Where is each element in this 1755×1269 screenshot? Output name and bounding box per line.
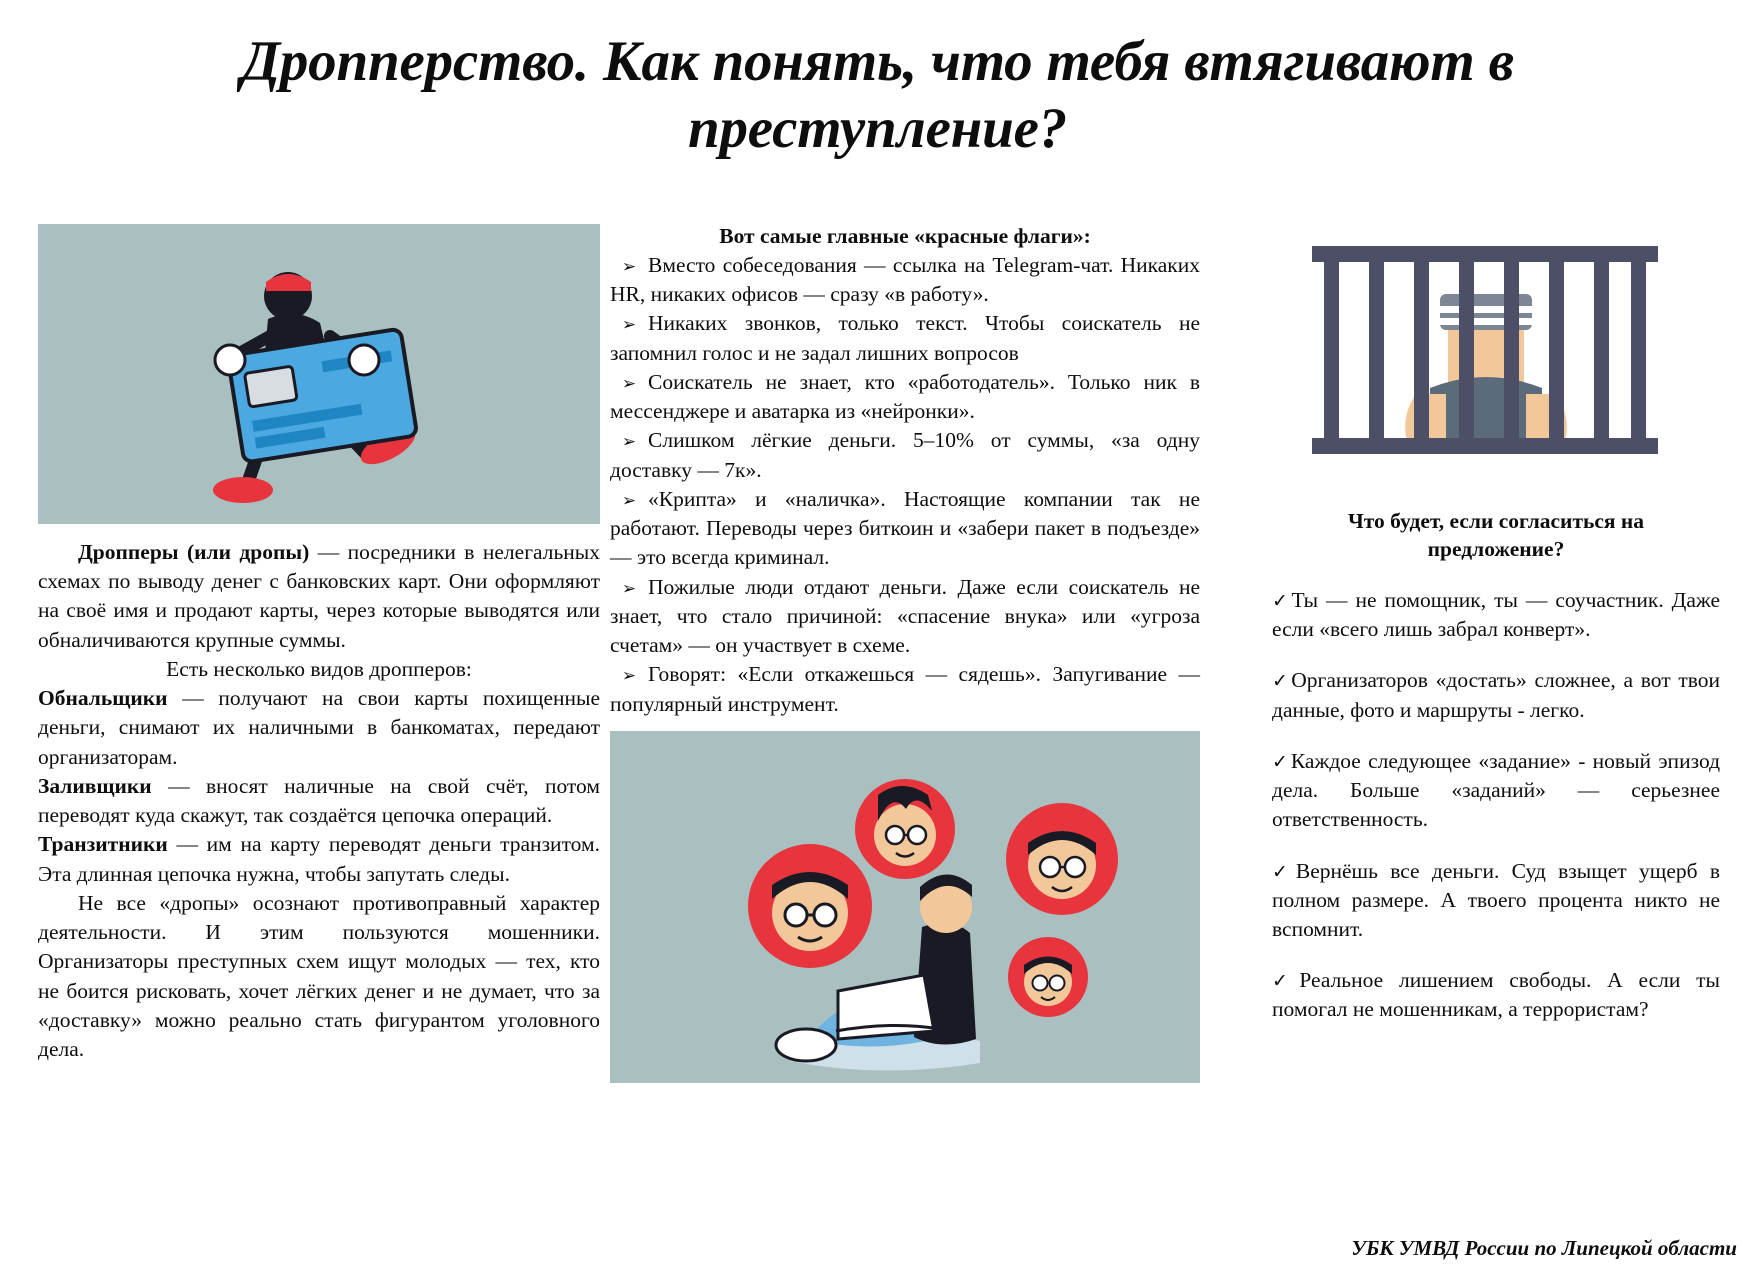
check-icon: ✓ <box>1272 670 1291 693</box>
list-item <box>1272 857 1720 945</box>
lead-tranzitniki: Транзитники <box>38 832 168 857</box>
list-item <box>610 368 1200 426</box>
list-item-text: Организаторов «достать» сложнее, а вот твои данные, фото и маршруты - легко. <box>1272 668 1720 722</box>
list-item-text: Ты — не помощник, ты — соучастник. Даже если «всего лишь забрал конверт». <box>1272 587 1720 642</box>
check-icon: ✓ <box>1272 750 1290 773</box>
list-item <box>610 573 1200 661</box>
paragraph-obnalshiki <box>38 684 600 772</box>
list-item <box>1272 747 1720 835</box>
consequences-heading: Что будет, если согласиться на предложение? <box>1347 509 1645 561</box>
right-column <box>1272 224 1720 1047</box>
list-item <box>610 426 1200 484</box>
list-item-text: Никаких звонков, только текст. Чтобы соискатель не запомнил голос и не задал лишних вопросов <box>610 311 1200 365</box>
page-title: Дропперство. Как понять, что тебя втягивают в преступление? <box>241 30 1514 161</box>
running-thief-illustration <box>38 224 600 524</box>
check-icon: ✓ <box>1272 970 1299 993</box>
middle-column <box>610 224 1200 1083</box>
content-columns <box>0 224 1755 1269</box>
red-flags-heading: Вот самые главные «красные флаги»: <box>719 224 1091 248</box>
paragraph-zalivshiki <box>38 772 600 830</box>
list-item-text: «Крипта» и «наличка». Настоящие компании так не работают. Переводы через биткоин и «забери пакет в подъезде» — это всегда криминал. <box>610 486 1200 570</box>
arrow-bullet-icon: ➢ <box>621 490 637 511</box>
list-item <box>610 309 1200 367</box>
paragraph-tranzitniki <box>38 830 600 888</box>
signature: УБК УМВД России по Липецкой области <box>1351 1236 1737 1260</box>
poster-page <box>0 28 1755 1269</box>
lead-droppers: Дропперы (или дропы) <box>78 540 310 564</box>
left-column-text <box>38 538 600 1064</box>
list-item-text: Пожилые люди отдают деньги. Даже если соискатель не знает, что стало причиной: «спасение внука» или «угроза счетам» — он участвует в схеме. <box>610 574 1200 658</box>
arrow-bullet-icon: ➢ <box>621 432 637 453</box>
check-icon: ✓ <box>1272 589 1291 612</box>
arrow-bullet-icon: ➢ <box>621 315 637 336</box>
list-item <box>1272 966 1720 1024</box>
arrow-bullet-icon: ➢ <box>621 257 637 277</box>
lead-obnalshiki: Обнальщики <box>38 686 168 711</box>
list-item <box>610 485 1200 573</box>
lead-zalivshiki: Заливщики <box>38 773 152 798</box>
paragraph-droppers-rest: — посредники в нелегальных схемах по выводу денег с банковских карт. Они оформляют на своё имя и продают карты, через которые выводятся или обналичиваются крупные суммы. <box>38 540 600 652</box>
arrow-bullet-icon: ➢ <box>621 373 637 394</box>
list-item-text: Соискатель не знает, кто «работодатель». Только ник в мессенджере и аватарка из «нейронки». <box>610 369 1200 424</box>
list-item-text: Реальное лишением свободы. А если ты помогал не мошенникам, а террористам? <box>1272 968 1721 1022</box>
paragraph-obnalshiki-rest: — получают на свои карты похищенные деньги, снимают их наличными в банкоматах, передают организаторам. <box>38 686 600 769</box>
scammer-crowd-illustration <box>610 731 1200 1083</box>
list-item-text: Слишком лёгкие деньги. 5–10% от суммы, «за одну доставку — 7к». <box>610 428 1200 482</box>
paragraph-types-intro: Есть несколько видов дропперов: <box>166 656 472 681</box>
list-item-text: Говорят: «Если откажешься — сядешь». Запугивание — популярный инструмент. <box>610 662 1200 716</box>
paragraph-droppers <box>38 538 600 655</box>
red-flags-list <box>610 251 1200 719</box>
consequences-list <box>1272 586 1720 1025</box>
list-item <box>610 660 1200 718</box>
jail-illustration <box>1290 224 1680 482</box>
list-item-text: Вместо собеседования — ссылка на Telegram-чат. Никаких HR, никаких офисов — сразу «в работу». <box>610 253 1200 307</box>
left-column <box>38 224 600 1064</box>
paragraph-awareness: Не все «дропы» осознают противоправный характер деятельности. И этим пользуются мошенники. Организаторы преступных схем ищут молодых — тех, кто не боится рисковать, хочет лёгких денег и не думает, что за «доставку» можно реально стать фигурантом уголовного дела. <box>38 890 600 1061</box>
arrow-bullet-icon: ➢ <box>621 666 637 687</box>
list-item <box>610 251 1200 309</box>
list-item <box>1272 586 1720 644</box>
paragraph-zalivshiki-rest: — вносят наличные на свой счёт, потом переводят куда скажут, так создаётся цепочка операций. <box>38 773 600 828</box>
list-item-text: Каждое следующее «задание» - новый эпизод дела. Больше «заданий» — серьезнее ответственность. <box>1272 748 1721 832</box>
arrow-bullet-icon: ➢ <box>621 578 637 599</box>
check-icon: ✓ <box>1272 860 1295 883</box>
list-item <box>1272 666 1720 724</box>
list-item-text: Вернёшь все деньги. Суд взыщет ущерб в полном размере. А твоего процента никто не вспомнит. <box>1272 858 1721 941</box>
paragraph-tranzitniki-rest: — им на карту переводят деньги транзитом. Эта длинная цепочка нужна, чтобы запутать следы. <box>38 832 600 886</box>
